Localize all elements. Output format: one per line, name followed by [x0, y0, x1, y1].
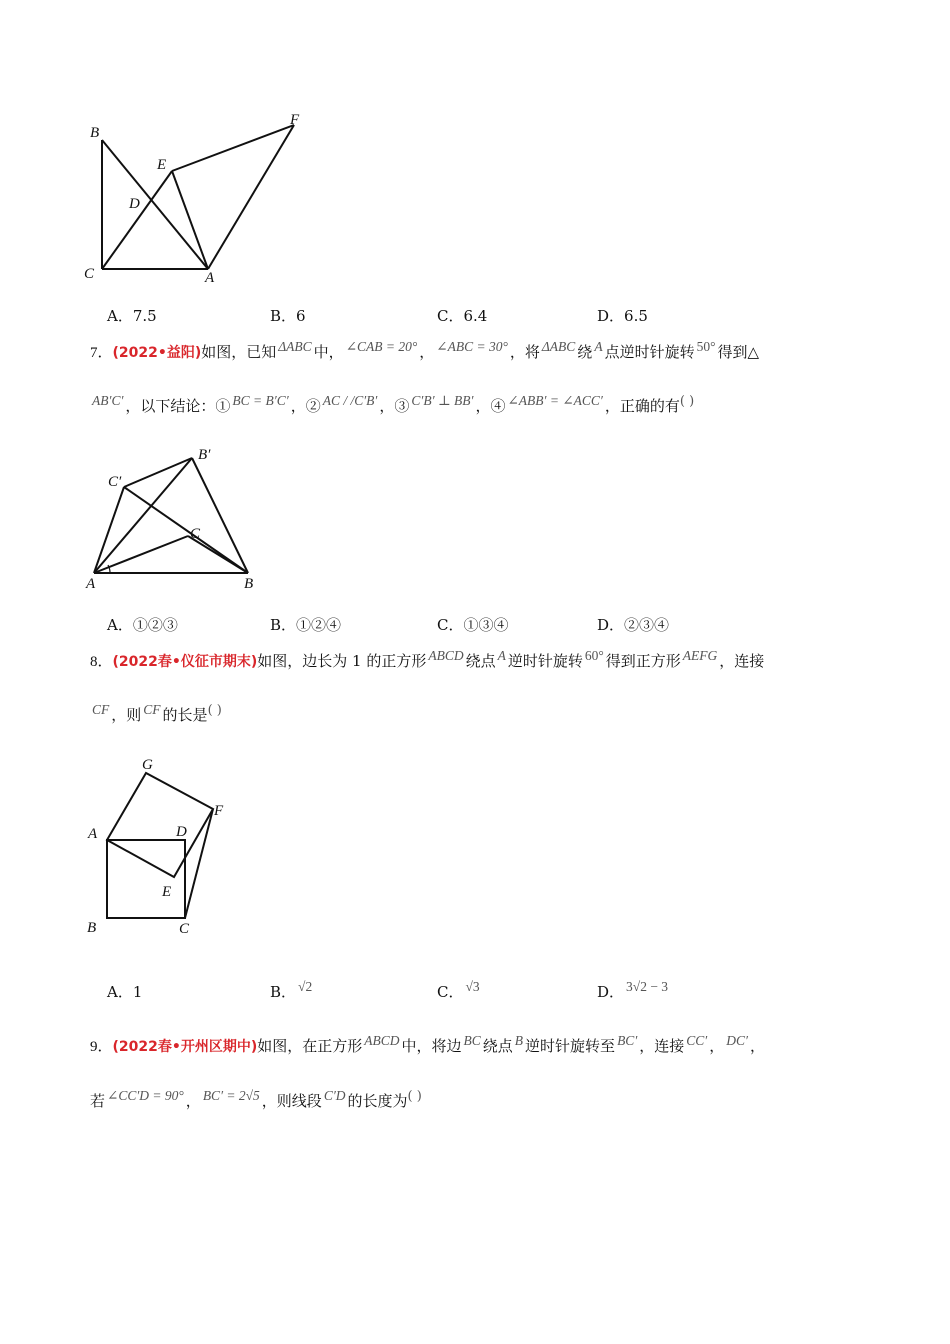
q9-math: BC	[463, 1033, 481, 1048]
segment-CE	[102, 171, 172, 269]
q8-text: 的长是	[162, 706, 208, 724]
q8-math: ABCD	[428, 648, 464, 663]
q7-source: (2022•益阳)	[112, 345, 202, 361]
label-G: G	[142, 757, 153, 773]
q9-text: 的长度为	[347, 1092, 408, 1110]
q9-text: 若	[90, 1092, 106, 1110]
q9-math: B	[514, 1033, 524, 1048]
label-A: A	[205, 270, 215, 286]
label-Cp: C′	[108, 474, 122, 490]
q8-option-c[interactable]	[437, 981, 482, 1002]
q7-math: A	[594, 339, 603, 354]
q8-text: ，则	[111, 706, 142, 724]
q9-text: 绕点	[482, 1037, 513, 1055]
q8-option-d-math: 3√2 − 3	[626, 979, 669, 994]
q9-math: C′D	[323, 1088, 346, 1103]
q7-text: ，④	[475, 397, 506, 415]
q8-option-c-math: √3	[465, 979, 480, 994]
label-F: F	[214, 803, 224, 819]
q8-math: 60°	[584, 648, 604, 663]
q9-math: DC′	[726, 1033, 748, 1048]
q7-text: ，	[419, 343, 435, 361]
label-B: B	[87, 920, 97, 936]
q9-text: ，则线段	[261, 1092, 322, 1110]
q9-text: ，	[750, 1037, 766, 1055]
q6-option-d[interactable]: D．6.5	[597, 307, 648, 325]
q7-text: 如图，已知	[201, 343, 277, 361]
q7-math: ΔABC	[541, 339, 576, 354]
segment-CF	[185, 809, 213, 918]
q7-math: AC / /C′B′	[322, 393, 378, 408]
q8-math: CF	[92, 702, 110, 717]
segment-EA	[172, 171, 208, 269]
q7-math: ∠ABC = 30°	[436, 339, 508, 354]
label-C: C	[190, 526, 201, 542]
label-E: E	[157, 157, 167, 173]
q8-math: A	[497, 648, 506, 663]
q8-option-c-label: C．	[437, 983, 464, 1001]
figure-q7	[80, 444, 280, 598]
q7-option-a[interactable]: A．①②③	[107, 616, 178, 634]
q9-text: 如图，在正方形	[257, 1037, 363, 1055]
q9-math: ABCD	[364, 1033, 400, 1048]
label-A: A	[86, 576, 96, 592]
q7-math: 50°	[696, 339, 716, 354]
q8-math: CF	[143, 702, 161, 717]
figure-q6-svg	[80, 108, 320, 288]
q6-option-b[interactable]: B．6	[270, 307, 306, 325]
q7-text: ，正确的有	[604, 397, 680, 415]
q8-math: AEFG	[682, 648, 718, 663]
label-F: F	[290, 112, 300, 128]
q9-math: BC′	[617, 1033, 638, 1048]
q9-text: ，	[709, 1037, 725, 1055]
q7-option-c[interactable]: C．①③④	[437, 616, 509, 634]
q7-math: ΔABC	[278, 339, 312, 354]
q9-text: ，	[185, 1092, 201, 1110]
q7-text: ，将	[509, 343, 540, 361]
q7-math: ∠CAB = 20°	[345, 339, 418, 354]
q9-math: ∠CC′D = 90°	[107, 1088, 184, 1103]
q7-answer-paren: ( )	[679, 394, 695, 409]
q7-math: AB′C′	[92, 393, 124, 408]
q9-math: CC′	[686, 1033, 708, 1048]
q8-line-2	[90, 702, 222, 727]
q8-option-a[interactable]: A．1	[107, 983, 143, 1001]
label-B: B	[244, 576, 254, 592]
q7-line-2	[90, 393, 695, 418]
q7-math: C′B′ ⊥ BB′	[411, 393, 474, 408]
segment-CpB	[124, 487, 248, 573]
label-B: B	[90, 125, 100, 141]
segment-CpBp	[124, 458, 192, 487]
q7-text: ，②	[290, 397, 321, 415]
q9-line-1	[90, 1033, 766, 1057]
q7-line-1	[90, 339, 760, 363]
q8-number: 8．	[90, 654, 113, 670]
q7-option-b[interactable]: B．①②④	[270, 616, 342, 634]
label-Bp: B′	[198, 447, 211, 463]
q9-text: 中，将边	[401, 1037, 462, 1055]
q9-number: 9．	[90, 1039, 113, 1055]
label-D: D	[176, 824, 187, 840]
q7-text: 点逆时针旋转	[604, 343, 695, 361]
label-E: E	[162, 884, 172, 900]
square-AEFG	[107, 773, 213, 877]
q9-text: ，连接	[639, 1037, 685, 1055]
q8-text: ，连接	[719, 652, 765, 670]
q8-option-d-label: D．	[597, 983, 625, 1001]
square-ABCD	[107, 840, 185, 918]
q8-option-b[interactable]	[270, 981, 314, 1002]
q8-text: 得到正方形	[605, 652, 681, 670]
q9-answer-paren: ( )	[407, 1089, 422, 1104]
label-C: C	[179, 921, 190, 937]
q8-option-d[interactable]	[597, 981, 670, 1002]
q6-option-a[interactable]: A．7.5	[107, 307, 157, 325]
segment-FA	[208, 125, 294, 269]
label-D: D	[129, 196, 140, 212]
q7-number: 7．	[90, 345, 113, 361]
q7-text: 中，	[313, 343, 344, 361]
q8-answer-paren: ( )	[207, 703, 222, 718]
q8-line-1	[90, 648, 765, 672]
q7-math: ∠ABB′ = ∠ACC′	[507, 393, 603, 408]
segment-ACp	[94, 487, 124, 573]
segment-AC	[94, 536, 188, 573]
q8-source: (2022春•仪征市期末)	[112, 654, 258, 670]
q7-math: BC = B′C′	[232, 393, 289, 408]
label-A: A	[88, 826, 98, 842]
q8-text: 逆时针旋转	[507, 652, 583, 670]
q9-text: 逆时针旋转至	[525, 1037, 616, 1055]
q7-text: 绕	[577, 343, 593, 361]
figure-q8-svg	[80, 750, 250, 940]
segment-EF	[172, 125, 294, 171]
q9-line-2	[90, 1088, 422, 1113]
q9-source: (2022春•开州区期中)	[112, 1039, 258, 1055]
q8-text: 绕点	[465, 652, 496, 670]
q7-text: ，以下结论：①	[125, 397, 231, 415]
figure-q7-svg	[80, 444, 280, 594]
segment-BA	[102, 140, 208, 269]
q8-text: 如图，边长为 1 的正方形	[257, 652, 427, 670]
q7-text: ，③	[379, 397, 410, 415]
q7-text: 得到△	[717, 343, 760, 361]
figure-q8	[80, 750, 250, 944]
q7-option-d[interactable]: D．②③④	[597, 616, 670, 634]
q8-option-b-label: B．	[270, 983, 297, 1001]
q9-math: BC′ = 2√5	[202, 1088, 260, 1103]
figure-q6	[80, 108, 320, 292]
label-C: C	[84, 266, 95, 282]
q6-option-c[interactable]: C．6.4	[437, 307, 488, 325]
q8-option-b-math: √2	[298, 979, 313, 994]
